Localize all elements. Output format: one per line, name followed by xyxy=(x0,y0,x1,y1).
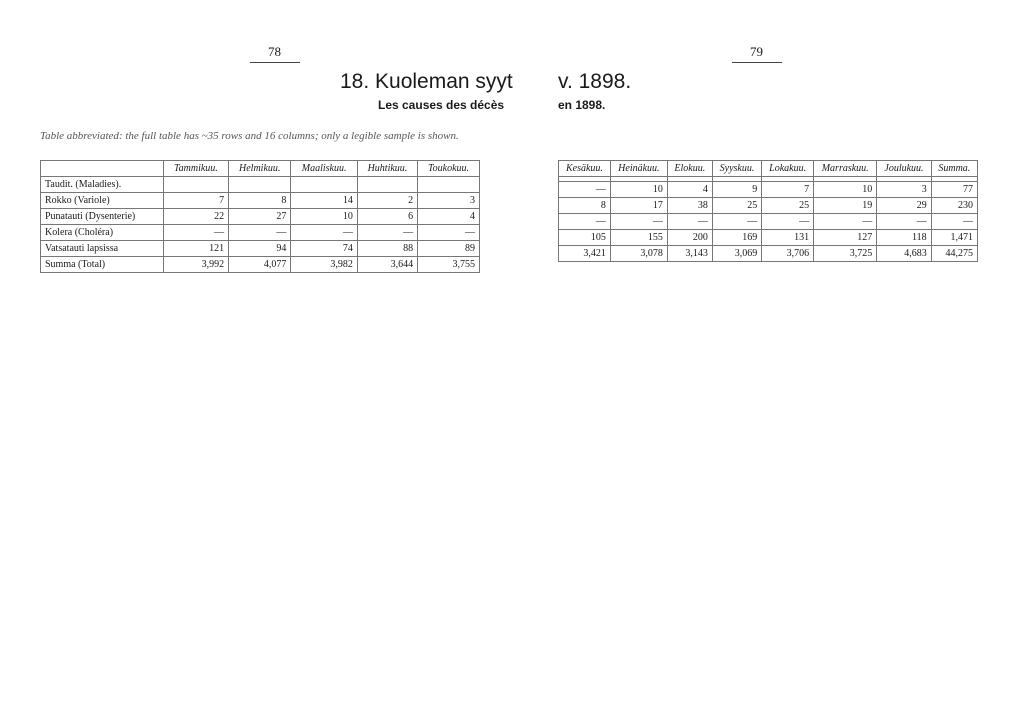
table-cell: 4,683 xyxy=(877,246,931,262)
header-row xyxy=(41,161,480,177)
table-cell xyxy=(229,177,291,193)
table-cell: 19 xyxy=(814,198,877,214)
table-cell: 17 xyxy=(610,198,667,214)
table-cell: 3,421 xyxy=(559,246,611,262)
table-cell xyxy=(357,177,417,193)
table-cell: 3,069 xyxy=(712,246,761,262)
table-cell: — xyxy=(418,225,480,241)
table-cell: 3 xyxy=(877,182,931,198)
table-left xyxy=(40,160,480,273)
table-cell: 127 xyxy=(814,230,877,246)
row-label: Punatauti (Dysenterie) xyxy=(41,209,164,225)
table-cell: 8 xyxy=(229,193,291,209)
table-right xyxy=(558,160,978,262)
table-cell xyxy=(291,177,357,193)
table-cell: — xyxy=(559,214,611,230)
table-cell: — xyxy=(163,225,228,241)
table-row xyxy=(41,225,480,241)
table-cell xyxy=(163,177,228,193)
page-number-left: 78 xyxy=(268,44,281,59)
table-cell: 4 xyxy=(418,209,480,225)
column-header: Elokuu. xyxy=(667,161,712,177)
summa-row xyxy=(559,246,978,262)
column-header: Helmikuu. xyxy=(229,161,291,177)
table-cell: 29 xyxy=(877,198,931,214)
table-cell: 3,992 xyxy=(163,257,228,273)
column-header: Syyskuu. xyxy=(712,161,761,177)
table-cell: 9 xyxy=(712,182,761,198)
table-cell: — xyxy=(931,214,977,230)
table-cell: 6 xyxy=(357,209,417,225)
table-row xyxy=(41,241,480,257)
table-cell: — xyxy=(877,214,931,230)
table-cell: — xyxy=(357,225,417,241)
table-cell: — xyxy=(559,182,611,198)
page-rule-left xyxy=(250,62,300,63)
page-subtitle-left: Les causes des décès xyxy=(378,98,505,112)
page-title-left: 18. Kuoleman syyt xyxy=(340,70,513,93)
table-row xyxy=(559,230,978,246)
row-label: Summa (Total) xyxy=(41,257,164,273)
table-cell: 94 xyxy=(229,241,291,257)
page-rule-right xyxy=(732,62,782,63)
table-cell: 3 xyxy=(418,193,480,209)
table-cell: — xyxy=(291,225,357,241)
table-cell: 3,982 xyxy=(291,257,357,273)
table-cell: 121 xyxy=(163,241,228,257)
table-cell: 105 xyxy=(559,230,611,246)
table-cell: 38 xyxy=(667,198,712,214)
row-label: Rokko (Variole) xyxy=(41,193,164,209)
table-row xyxy=(559,214,978,230)
column-header: Lokakuu. xyxy=(762,161,814,177)
table-cell: 89 xyxy=(418,241,480,257)
table-cell: 10 xyxy=(814,182,877,198)
table-cell: 230 xyxy=(931,198,977,214)
column-header: Marraskuu. xyxy=(814,161,877,177)
page-title-right: v. 1898. xyxy=(558,70,632,93)
table-cell: — xyxy=(610,214,667,230)
table-cell: 88 xyxy=(357,241,417,257)
table-cell: 155 xyxy=(610,230,667,246)
table-cell: 77 xyxy=(931,182,977,198)
table-cell: — xyxy=(712,214,761,230)
column-header: Tammikuu. xyxy=(163,161,228,177)
column-header: Kesäkuu. xyxy=(559,161,611,177)
column-header: Summa. xyxy=(931,161,977,177)
section-label: Taudit. (Maladies). xyxy=(41,177,164,193)
column-header xyxy=(41,161,164,177)
table-cell: 7 xyxy=(762,182,814,198)
table-cell: 27 xyxy=(229,209,291,225)
table-cell: 169 xyxy=(712,230,761,246)
table-cell: 10 xyxy=(291,209,357,225)
summa-row xyxy=(41,257,480,273)
table-cell: — xyxy=(229,225,291,241)
table-row xyxy=(41,209,480,225)
table-cell: 7 xyxy=(163,193,228,209)
table-cell: 74 xyxy=(291,241,357,257)
table-cell: 8 xyxy=(559,198,611,214)
table-cell: 200 xyxy=(667,230,712,246)
page-number-right: 79 xyxy=(750,44,763,59)
column-header: Heinäkuu. xyxy=(610,161,667,177)
table-cell: — xyxy=(667,214,712,230)
table-cell: 25 xyxy=(762,198,814,214)
column-header: Toukokuu. xyxy=(418,161,480,177)
table-cell: 3,078 xyxy=(610,246,667,262)
table-cell xyxy=(418,177,480,193)
table-cell: 4,077 xyxy=(229,257,291,273)
column-header: Huhtikuu. xyxy=(357,161,417,177)
abbreviation-note: Table abbreviated: the full table has ~35 rows and 16 columns; only a legible sample is shown. xyxy=(40,130,459,142)
table-cell: 3,706 xyxy=(762,246,814,262)
table-cell: 3,755 xyxy=(418,257,480,273)
table-row xyxy=(41,193,480,209)
table-cell: 4 xyxy=(667,182,712,198)
table-row xyxy=(559,182,978,198)
table-cell: — xyxy=(762,214,814,230)
column-header: Maaliskuu. xyxy=(291,161,357,177)
table-cell: 2 xyxy=(357,193,417,209)
table-row xyxy=(559,198,978,214)
table-cell: 131 xyxy=(762,230,814,246)
row-label: Vatsatauti lapsissa xyxy=(41,241,164,257)
page-subtitle-right: en 1898. xyxy=(558,98,606,112)
table-cell: 10 xyxy=(610,182,667,198)
table-cell: 1,471 xyxy=(931,230,977,246)
section-row xyxy=(41,177,480,193)
table-cell: 22 xyxy=(163,209,228,225)
row-label: Kolera (Choléra) xyxy=(41,225,164,241)
table-cell: 3,725 xyxy=(814,246,877,262)
table-cell: 44,275 xyxy=(931,246,977,262)
table-cell: 14 xyxy=(291,193,357,209)
table-cell: 3,143 xyxy=(667,246,712,262)
table-cell: 3,644 xyxy=(357,257,417,273)
table-cell: 118 xyxy=(877,230,931,246)
header-row xyxy=(559,161,978,177)
table-cell: — xyxy=(814,214,877,230)
column-header: Joulukuu. xyxy=(877,161,931,177)
table-cell: 25 xyxy=(712,198,761,214)
